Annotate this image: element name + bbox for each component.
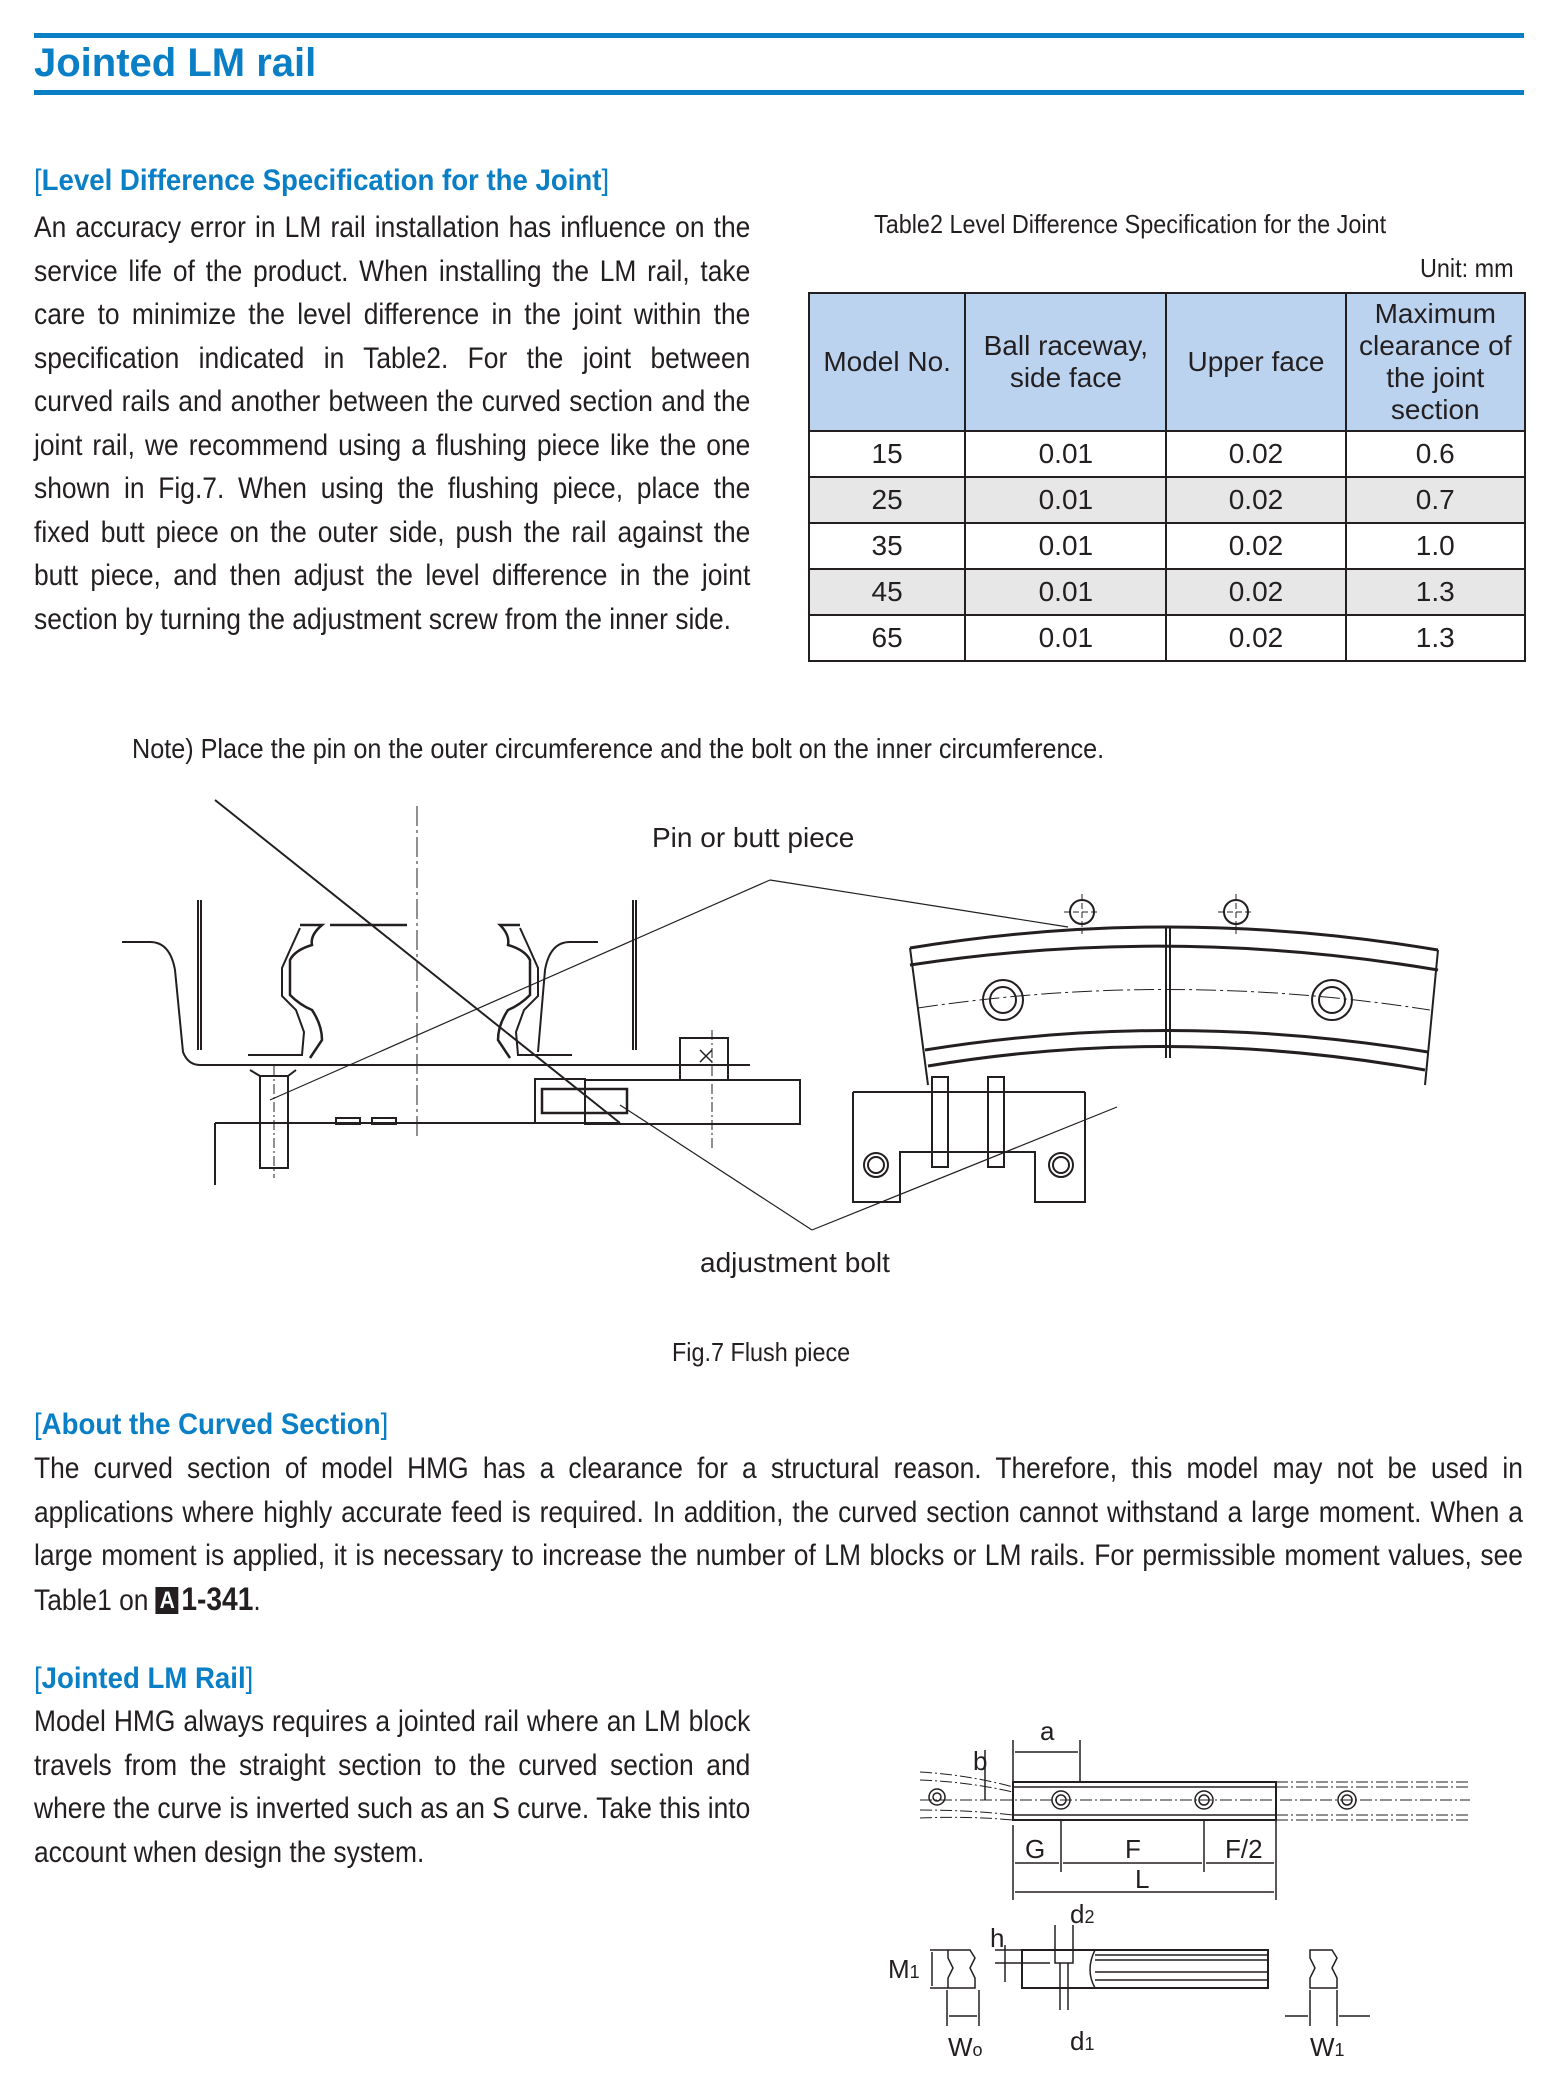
note-text: Note) Place the pin on the outer circumference and the bolt on the inner circumference. [132,733,1105,764]
column-header: Model No. [809,293,965,431]
dim-F: F [1125,1834,1141,1864]
table-row [809,569,1525,615]
jointed-rail-dimension-diagram [880,1710,1500,2090]
cell: 0.02 [1166,523,1345,569]
cell: 0.02 [1166,431,1345,477]
section-heading-level-difference [34,162,609,200]
column-header: Upper face [1166,293,1345,431]
table2-unit: Unit: mm [1420,253,1514,283]
section-heading-curved-section [34,1406,388,1444]
dim-L: L [1135,1864,1150,1894]
cell: 35 [809,523,965,569]
reference-page-link[interactable]: 1-341 [181,1580,254,1617]
period: . [253,1583,261,1617]
dim-h: h [990,1923,1005,1953]
table2-caption: Table2 Level Difference Specification for the Joint [874,209,1387,239]
cell: 1.0 [1346,523,1526,569]
table-row [809,477,1525,523]
dim-a: a [1040,1716,1055,1746]
dim-M1: M1 [888,1954,920,1984]
title-rule-bottom [34,90,1524,95]
cell: 0.02 [1166,615,1345,661]
bracket-close: ] [245,1662,254,1695]
heading-text: Jointed LM Rail [41,1662,246,1695]
level-difference-paragraph: An accuracy error in LM rail installation has influence on the service life of the product. When installing the LM rail, take care to minimize the level difference in the joint within the specification indicated in Table2. For the joint between curved rails and another between the curved section and the joint rail, we recommend using a flushing piece like the one shown in Fig.7. When using the flushing piece, place the fixed butt piece on the outer side, push the rail against the butt piece, and then adjust the level difference in the joint section by turning the adjustment screw from the inner side. [34,211,751,636]
cell: 0.01 [965,431,1166,477]
flush-piece-diagram [0,800,1557,1300]
curved-section-text: The curved section of model HMG has a clearance for a structural reason. Therefore, this model may not be used in applications where highly accurate feed is required. In addition, the curved section cannot withstand a large moment. When a large moment is applied, it is necessary to increase the number of LM blocks or LM rails. For permissible moment values, see Table1 on [34,1452,1523,1617]
page-title: Jointed LM rail [34,41,317,85]
table-row [809,431,1525,477]
column-header: Ball raceway, side face [965,293,1166,431]
heading-text: About the Curved Section [41,1408,381,1441]
bracket-close: ] [380,1408,389,1441]
table-row [809,615,1525,661]
cell: 0.6 [1346,431,1526,477]
curved-section-paragraph [34,1447,1523,1622]
cell: 0.02 [1166,569,1345,615]
section-heading-jointed-lm-rail [34,1660,253,1698]
cell: 0.7 [1346,477,1526,523]
dim-W1: W1 [1310,2032,1345,2062]
table-row [809,523,1525,569]
dim-d2: d2 [1070,1899,1095,1929]
bracket-open: [ [34,1408,42,1441]
cell: 15 [809,431,965,477]
dim-W0: Wo [948,2032,983,2062]
bracket-open: [ [34,164,42,197]
cell: 0.01 [965,615,1166,661]
cell: 1.3 [1346,615,1526,661]
heading-text: Level Difference Specification for the Joint [41,164,602,197]
cell: 0.01 [965,477,1166,523]
dim-G: G [1025,1834,1046,1864]
bracket-close: ] [601,164,610,197]
label-adjustment-bolt: adjustment bolt [700,1247,890,1278]
jointed-rail-paragraph: Model HMG always requires a jointed rail where an LM block travels from the straight section to the curved section and where the curve is inverted such as an S curve. Take this into account when design the system. [34,1705,751,1869]
fig7-caption: Fig.7 Flush piece [672,1337,851,1367]
cell: 0.02 [1166,477,1345,523]
cell: 0.01 [965,569,1166,615]
label-pin-or-butt-piece: Pin or butt piece [652,822,855,853]
bracket-open: [ [34,1662,42,1695]
table-header-row [809,293,1525,431]
reference-badge-icon: A [156,1587,179,1614]
cell: 25 [809,477,965,523]
dim-F2: F/2 [1225,1834,1263,1864]
cell: 0.01 [965,523,1166,569]
table2 [808,292,1526,662]
cell: 1.3 [1346,569,1526,615]
column-header: Maximum clearance of the joint section [1346,293,1526,431]
dim-d1: d1 [1070,2026,1095,2056]
cell: 65 [809,615,965,661]
cell: 45 [809,569,965,615]
dim-b: b [973,1746,988,1776]
